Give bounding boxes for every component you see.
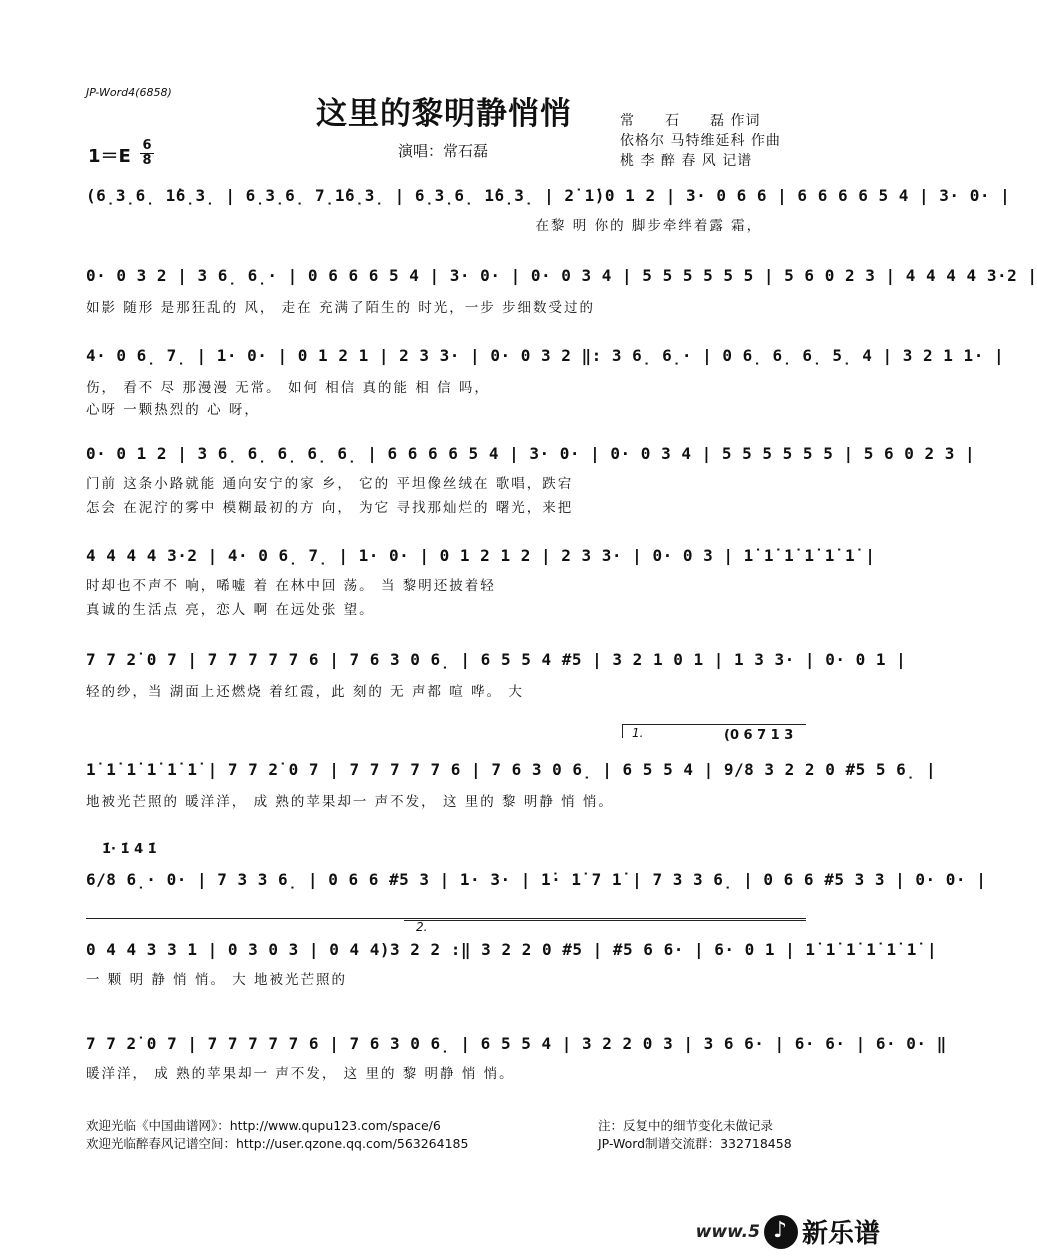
lyricist-credit: 常 石 磊 作词	[620, 113, 761, 129]
music-note-icon	[764, 1215, 798, 1249]
section-divider	[86, 918, 806, 919]
lyric-row-3a: 伤， 看不 尽 那漫漫 无常。 如何 相信 真的能 相 信 吗，	[86, 380, 490, 396]
score-row-6: 7 7 2̇ 0 7 | 7 7 7 7 7 6 | 7 6 3 0 6̣ | 6 5 5 4 #5 | 3 2 1 0 1 | 1 3 3· | 0· 0 1 |	[86, 650, 907, 669]
score-row-1: (6̣3̣6̣ 1̇6̣3̣ | 6̣3̣6̣ 7̣1̇6̣3̣ | 6̣3̣6̣ 1̇6̣3̣ | 2̇ 1̇)0 1 2 | 3· 0 6 6 | 6 6 6 6 5 4 | 3· 0· |	[86, 186, 1011, 205]
software-label: JP-Word4(6858)	[86, 86, 172, 99]
lyric-row-9: 一 颗 明 静 悄 悄。 大 地被光芒照的	[86, 972, 348, 988]
lyric-row-7: 地被光芒照的 暖洋洋， 成 熟的苹果却一 声不发， 这 里的 黎 明静 悄 悄。	[86, 794, 614, 810]
transcriber-credit: 桃 李 醉 春 风 记谱	[620, 153, 753, 169]
lyric-row-3b: 心呀 一颗热烈的 心 呀，	[86, 402, 260, 418]
time-signature	[140, 140, 154, 167]
composer-credit: 依格尔 马特维延科 作曲	[620, 133, 781, 149]
ossia-fragment: 1̇· 1̇ 4 1̇	[102, 842, 157, 857]
footer-group: JP-Word制谱交流群：332718458	[598, 1136, 792, 1151]
score-row-3: 4· 0 6̣ 7̣ | 1· 0· | 0 1 2 1 | 2 3 3· | 0· 0 3 2 ‖: 3 6̣ 6̣· | 0 6̣ 6̣ 6̣ 5̣ 4 | 3 2 1 1· |	[86, 346, 1005, 365]
singer-credit: 演唱：常石磊	[398, 142, 489, 160]
volta-1-bracket	[622, 724, 806, 725]
score-row-10: 7 7 2̇ 0 7 | 7 7 7 7 7 6 | 7 6 3 0 6̣ | 6 5 5 4 | 3 2 2 0 3 | 3 6 6· | 6· 6· | 6· 0· ‖	[86, 1034, 947, 1053]
score-row-9: 0 4 4 3 3 1 | 0 3 0 3 | 0 4 4)3 2 2 :‖ 3 2 2 0 #5 | #5 6 6· | 6· 0 1 | 1̇ 1̇ 1̇ 1̇ 1̇ 1̇ |	[86, 940, 938, 959]
score-row-4: 0· 0 1 2 | 3 6̣ 6̣ 6̣ 6̣ 6̣ | 6 6 6 6 5 4 | 3· 0· | 0· 0 3 4 | 5 5 5 5 5 5 | 5 6 0 2 3 |	[86, 444, 976, 463]
lyric-row-5a: 时却也不声不 响，唏嘘 着 在林中回 荡。 当 黎明还披着轻	[86, 578, 496, 594]
lyric-row-4b: 怎会 在泥泞的雾中 模糊最初的方 向， 为它 寻找那灿烂的 曙光，来把	[86, 500, 574, 516]
footer-link-qupu: 欢迎光临《中国曲谱网》：http://www.qupu123.com/space/6	[86, 1118, 441, 1133]
score-row-7: 1̇ 1̇ 1̇ 1̇ 1̇ 1̇ | 7 7 2̇ 0 7 | 7 7 7 7 7 6 | 7 6 3 0 6̣ | 6 5 5 4 | 9/8 3 2 2 0 #5 5 6̣ |	[86, 760, 937, 779]
score-row-5: 4 4 4 4 3·2 | 4· 0 6̣ 7̣ | 1· 0· | 0 1 2 1 2 | 2 3 3· | 0· 0 3 | 1̇ 1̇ 1̇ 1̇ 1̇ 1̇ |	[86, 546, 876, 565]
volta-2-bracket	[404, 920, 806, 921]
watermark	[696, 1213, 880, 1250]
lyric-row-10: 暖洋洋， 成 熟的苹果却一 声不发， 这 里的 黎 明静 悄 悄。	[86, 1066, 515, 1082]
score-row-2: 0· 0 3 2 | 3 6̣ 6̣· | 0 6 6 6 5 4 | 3· 0· | 0· 0 3 4 | 5 5 5 5 5 5 | 5 6 0 2 3 | 4 4 4 4 3·2 |	[86, 266, 1037, 285]
key-signature: 1＝E	[88, 146, 131, 167]
watermark-brand: 新乐谱	[801, 1219, 880, 1249]
watermark-url: www.5	[695, 1221, 760, 1242]
footer-link-qzone: 欢迎光临醉春风记谱空间：http://user.qzone.qq.com/563264185	[86, 1136, 469, 1151]
lyric-row-6: 轻的纱，当 湖面上还燃烧 着红霞，此 刻的 无 声都 喧 哗。 大	[86, 684, 524, 700]
volta-2-label: 2.	[416, 920, 428, 934]
lyric-row-4a: 门前 这条小路就能 通向安宁的家 乡， 它的 平坦像丝绒在 歌唱，跌宕	[86, 476, 574, 492]
score-row-8: 6/8 6̣· 0· | 7 3 3 6̣ | 0 6 6 #5 3 | 1· 3· | 1̇· 1̇ 7 1̇ | 7 3 3 6̣ | 0 6 6 #5 3 3 | 0· 0· |	[86, 870, 987, 889]
lyric-row-5b: 真诚的生活点 亮，恋人 啊 在远处张 望。	[86, 602, 375, 618]
lyric-row-1: 在黎 明 你的 脚步牵绊着露 霜，	[86, 218, 763, 234]
volta-1-tick	[622, 724, 623, 738]
song-title: 这里的黎明静悄悄	[316, 96, 572, 132]
volta-1-label: 1.	[632, 726, 644, 740]
meter-bottom: 8	[142, 153, 152, 168]
footer-note: 注：反复中的细节变化未做记录	[598, 1118, 774, 1133]
lyric-row-2: 如影 随形 是那狂乱的 风， 走在 充满了陌生的 时光，一步 步细数受过的	[86, 300, 596, 316]
meter-top: 6	[142, 138, 152, 153]
volta-1-fragment: (0 6 7 1 3	[724, 728, 794, 743]
